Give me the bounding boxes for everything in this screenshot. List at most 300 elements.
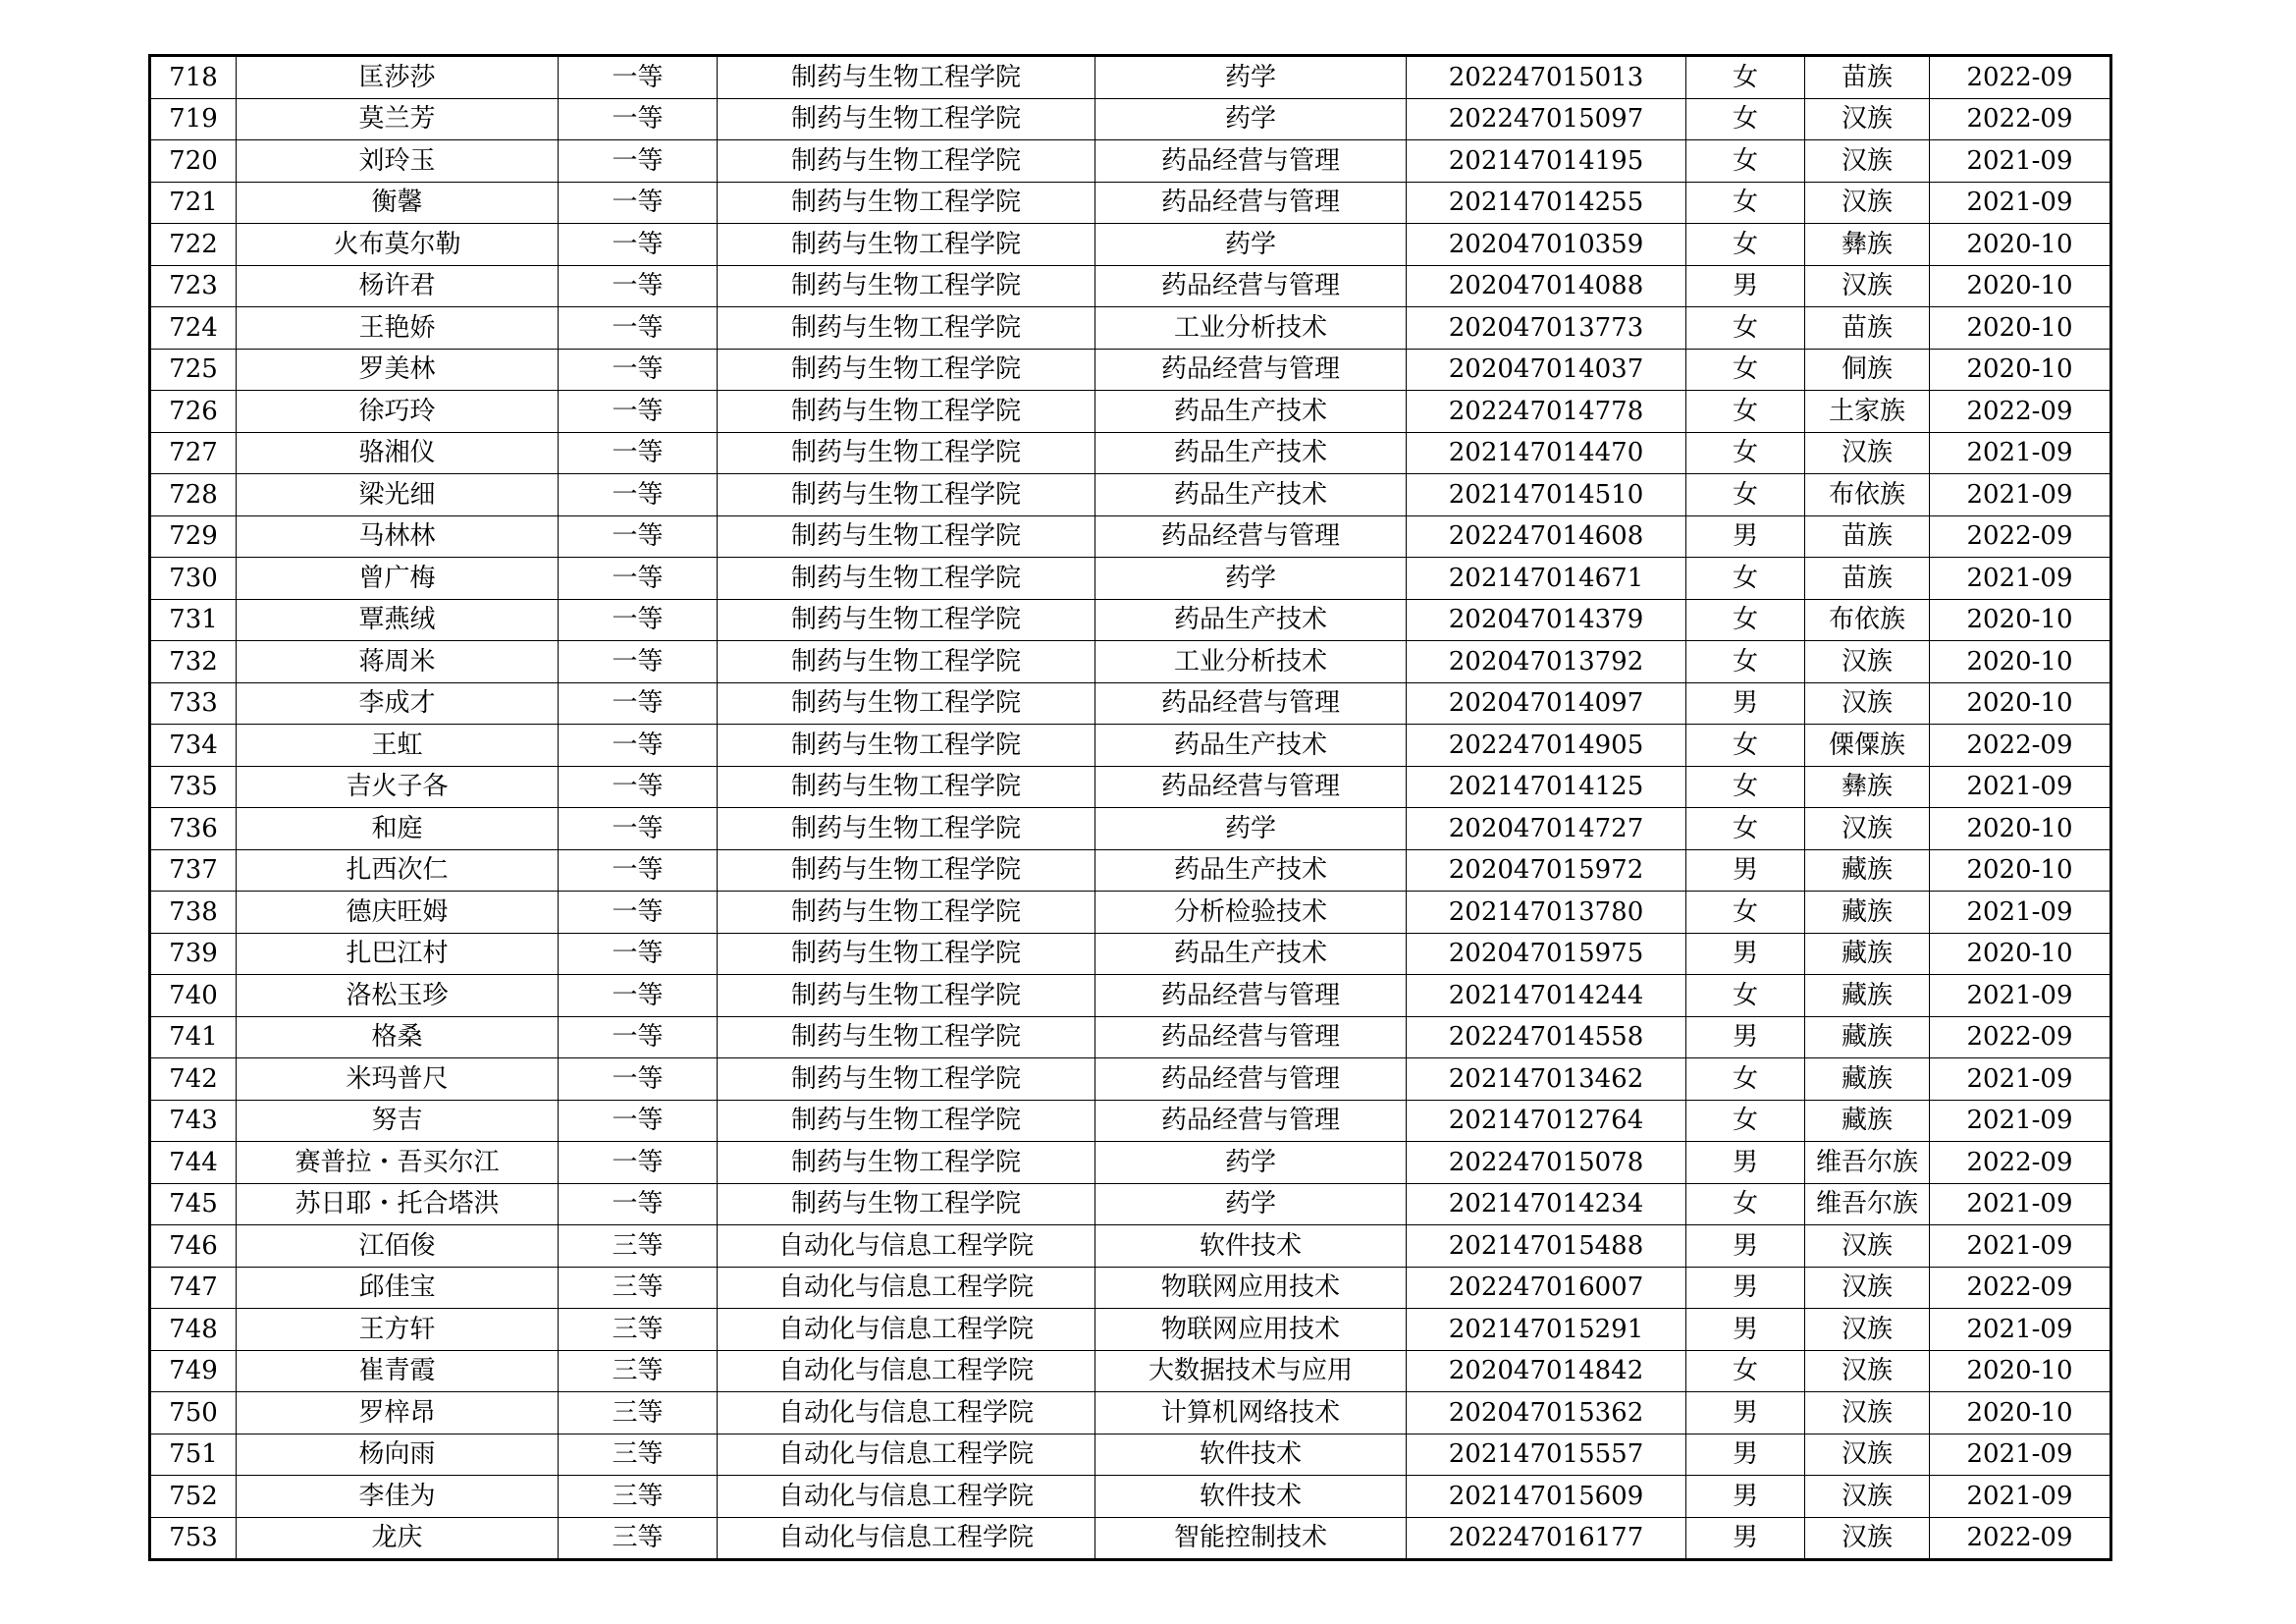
enrollment-date-cell: 2020-10 bbox=[1930, 1350, 2111, 1392]
gender-cell: 女 bbox=[1686, 892, 1805, 934]
student-id-cell: 202147014255 bbox=[1407, 182, 1686, 224]
table-row bbox=[150, 474, 2111, 516]
gender-cell: 女 bbox=[1686, 474, 1805, 516]
college-cell: 制药与生物工程学院 bbox=[718, 307, 1095, 350]
student-id-cell: 202247014558 bbox=[1407, 1016, 1686, 1058]
enrollment-date-cell: 2021-09 bbox=[1930, 558, 2111, 600]
gender-cell: 男 bbox=[1686, 1142, 1805, 1184]
table-row bbox=[150, 98, 2111, 140]
major-cell: 药学 bbox=[1095, 224, 1407, 266]
table-row bbox=[150, 725, 2111, 767]
table-row bbox=[150, 1016, 2111, 1058]
award-level-cell: 一等 bbox=[559, 224, 718, 266]
college-cell: 制药与生物工程学院 bbox=[718, 766, 1095, 808]
enrollment-date-cell: 2020-10 bbox=[1930, 599, 2111, 641]
student-id-cell: 202047014727 bbox=[1407, 808, 1686, 850]
college-cell: 制药与生物工程学院 bbox=[718, 1142, 1095, 1184]
gender-cell: 女 bbox=[1686, 1350, 1805, 1392]
gender-cell: 男 bbox=[1686, 1225, 1805, 1268]
ethnicity-cell: 维吾尔族 bbox=[1805, 1142, 1930, 1184]
student-id-cell: 202047015972 bbox=[1407, 849, 1686, 892]
student-id-cell: 202147015488 bbox=[1407, 1225, 1686, 1268]
award-level-cell: 一等 bbox=[559, 265, 718, 307]
table-row bbox=[150, 224, 2111, 266]
college-cell: 制药与生物工程学院 bbox=[718, 432, 1095, 474]
table-row bbox=[150, 1267, 2111, 1309]
row-number-cell: 719 bbox=[150, 98, 237, 140]
enrollment-date-cell: 2022-09 bbox=[1930, 98, 2111, 140]
table-row bbox=[150, 515, 2111, 558]
student-id-cell: 202047015975 bbox=[1407, 933, 1686, 975]
major-cell: 药品经营与管理 bbox=[1095, 265, 1407, 307]
major-cell: 药学 bbox=[1095, 808, 1407, 850]
college-cell: 制药与生物工程学院 bbox=[718, 808, 1095, 850]
enrollment-date-cell: 2020-10 bbox=[1930, 849, 2111, 892]
row-number-cell: 752 bbox=[150, 1476, 237, 1518]
enrollment-date-cell: 2022-09 bbox=[1930, 1142, 2111, 1184]
student-name-cell: 龙庆 bbox=[237, 1517, 559, 1560]
student-name-cell: 火布莫尔勒 bbox=[237, 224, 559, 266]
gender-cell: 女 bbox=[1686, 307, 1805, 350]
major-cell: 物联网应用技术 bbox=[1095, 1267, 1407, 1309]
student-id-cell: 202247014905 bbox=[1407, 725, 1686, 767]
college-cell: 自动化与信息工程学院 bbox=[718, 1476, 1095, 1518]
college-cell: 制药与生物工程学院 bbox=[718, 892, 1095, 934]
row-number-cell: 748 bbox=[150, 1309, 237, 1351]
student-name-cell: 苏日耶・托合塔洪 bbox=[237, 1183, 559, 1225]
major-cell: 药品经营与管理 bbox=[1095, 975, 1407, 1017]
gender-cell: 女 bbox=[1686, 725, 1805, 767]
student-id-cell: 202047014379 bbox=[1407, 599, 1686, 641]
table-row bbox=[150, 1058, 2111, 1101]
gender-cell: 女 bbox=[1686, 1100, 1805, 1142]
enrollment-date-cell: 2020-10 bbox=[1930, 641, 2111, 683]
gender-cell: 男 bbox=[1686, 265, 1805, 307]
ethnicity-cell: 汉族 bbox=[1805, 808, 1930, 850]
ethnicity-cell: 汉族 bbox=[1805, 1476, 1930, 1518]
enrollment-date-cell: 2021-09 bbox=[1930, 1309, 2111, 1351]
table-row bbox=[150, 1142, 2111, 1184]
college-cell: 自动化与信息工程学院 bbox=[718, 1517, 1095, 1560]
award-level-cell: 一等 bbox=[559, 182, 718, 224]
student-name-cell: 刘玲玉 bbox=[237, 140, 559, 183]
student-id-cell: 202247015078 bbox=[1407, 1142, 1686, 1184]
row-number-cell: 743 bbox=[150, 1100, 237, 1142]
college-cell: 制药与生物工程学院 bbox=[718, 515, 1095, 558]
row-number-cell: 722 bbox=[150, 224, 237, 266]
enrollment-date-cell: 2021-09 bbox=[1930, 1476, 2111, 1518]
student-name-cell: 德庆旺姆 bbox=[237, 892, 559, 934]
row-number-cell: 753 bbox=[150, 1517, 237, 1560]
award-level-cell: 一等 bbox=[559, 933, 718, 975]
college-cell: 制药与生物工程学院 bbox=[718, 98, 1095, 140]
student-id-cell: 202047014088 bbox=[1407, 265, 1686, 307]
student-id-cell: 202047014842 bbox=[1407, 1350, 1686, 1392]
gender-cell: 女 bbox=[1686, 558, 1805, 600]
ethnicity-cell: 苗族 bbox=[1805, 56, 1930, 99]
gender-cell: 女 bbox=[1686, 1058, 1805, 1101]
award-level-cell: 一等 bbox=[559, 1016, 718, 1058]
major-cell: 药品生产技术 bbox=[1095, 432, 1407, 474]
ethnicity-cell: 傈僳族 bbox=[1805, 725, 1930, 767]
student-id-cell: 202147013462 bbox=[1407, 1058, 1686, 1101]
college-cell: 自动化与信息工程学院 bbox=[718, 1309, 1095, 1351]
row-number-cell: 718 bbox=[150, 56, 237, 99]
award-level-cell: 一等 bbox=[559, 98, 718, 140]
ethnicity-cell: 藏族 bbox=[1805, 1058, 1930, 1101]
enrollment-date-cell: 2020-10 bbox=[1930, 682, 2111, 725]
award-level-cell: 一等 bbox=[559, 849, 718, 892]
student-id-cell: 202047014037 bbox=[1407, 349, 1686, 391]
row-number-cell: 742 bbox=[150, 1058, 237, 1101]
student-name-cell: 洛松玉珍 bbox=[237, 975, 559, 1017]
ethnicity-cell: 藏族 bbox=[1805, 892, 1930, 934]
award-level-cell: 一等 bbox=[559, 515, 718, 558]
student-name-cell: 骆湘仪 bbox=[237, 432, 559, 474]
college-cell: 制药与生物工程学院 bbox=[718, 558, 1095, 600]
row-number-cell: 721 bbox=[150, 182, 237, 224]
ethnicity-cell: 汉族 bbox=[1805, 1267, 1930, 1309]
enrollment-date-cell: 2021-09 bbox=[1930, 432, 2111, 474]
student-name-cell: 罗美林 bbox=[237, 349, 559, 391]
ethnicity-cell: 汉族 bbox=[1805, 182, 1930, 224]
row-number-cell: 731 bbox=[150, 599, 237, 641]
ethnicity-cell: 汉族 bbox=[1805, 140, 1930, 183]
ethnicity-cell: 汉族 bbox=[1805, 432, 1930, 474]
enrollment-date-cell: 2020-10 bbox=[1930, 1392, 2111, 1435]
enrollment-date-cell: 2022-09 bbox=[1930, 1016, 2111, 1058]
student-id-cell: 202047010359 bbox=[1407, 224, 1686, 266]
gender-cell: 男 bbox=[1686, 515, 1805, 558]
major-cell: 药品经营与管理 bbox=[1095, 682, 1407, 725]
student-id-cell: 202147013780 bbox=[1407, 892, 1686, 934]
college-cell: 制药与生物工程学院 bbox=[718, 641, 1095, 683]
major-cell: 药学 bbox=[1095, 56, 1407, 99]
award-level-cell: 一等 bbox=[559, 892, 718, 934]
ethnicity-cell: 藏族 bbox=[1805, 975, 1930, 1017]
table-row bbox=[150, 849, 2111, 892]
award-level-cell: 一等 bbox=[559, 307, 718, 350]
student-name-cell: 王虹 bbox=[237, 725, 559, 767]
student-id-cell: 202247014608 bbox=[1407, 515, 1686, 558]
enrollment-date-cell: 2021-09 bbox=[1930, 766, 2111, 808]
gender-cell: 女 bbox=[1686, 98, 1805, 140]
enrollment-date-cell: 2021-09 bbox=[1930, 474, 2111, 516]
major-cell: 药品经营与管理 bbox=[1095, 140, 1407, 183]
award-level-cell: 三等 bbox=[559, 1225, 718, 1268]
gender-cell: 女 bbox=[1686, 1183, 1805, 1225]
ethnicity-cell: 侗族 bbox=[1805, 349, 1930, 391]
row-number-cell: 720 bbox=[150, 140, 237, 183]
table-row bbox=[150, 1350, 2111, 1392]
student-name-cell: 扎西次仁 bbox=[237, 849, 559, 892]
college-cell: 自动化与信息工程学院 bbox=[718, 1225, 1095, 1268]
enrollment-date-cell: 2022-09 bbox=[1930, 1517, 2111, 1560]
enrollment-date-cell: 2022-09 bbox=[1930, 391, 2111, 433]
student-id-cell: 202247016177 bbox=[1407, 1517, 1686, 1560]
ethnicity-cell: 汉族 bbox=[1805, 1350, 1930, 1392]
college-cell: 制药与生物工程学院 bbox=[718, 849, 1095, 892]
row-number-cell: 745 bbox=[150, 1183, 237, 1225]
ethnicity-cell: 汉族 bbox=[1805, 98, 1930, 140]
student-id-cell: 202147014671 bbox=[1407, 558, 1686, 600]
enrollment-date-cell: 2020-10 bbox=[1930, 933, 2111, 975]
student-name-cell: 梁光细 bbox=[237, 474, 559, 516]
ethnicity-cell: 苗族 bbox=[1805, 307, 1930, 350]
award-level-cell: 三等 bbox=[559, 1309, 718, 1351]
college-cell: 制药与生物工程学院 bbox=[718, 224, 1095, 266]
ethnicity-cell: 布依族 bbox=[1805, 474, 1930, 516]
gender-cell: 男 bbox=[1686, 1392, 1805, 1435]
gender-cell: 男 bbox=[1686, 849, 1805, 892]
student-name-cell: 江佰俊 bbox=[237, 1225, 559, 1268]
student-id-cell: 202247015097 bbox=[1407, 98, 1686, 140]
award-level-cell: 一等 bbox=[559, 766, 718, 808]
award-level-cell: 三等 bbox=[559, 1350, 718, 1392]
student-id-cell: 202147014195 bbox=[1407, 140, 1686, 183]
award-level-cell: 一等 bbox=[559, 682, 718, 725]
enrollment-date-cell: 2020-10 bbox=[1930, 808, 2111, 850]
row-number-cell: 740 bbox=[150, 975, 237, 1017]
gender-cell: 女 bbox=[1686, 349, 1805, 391]
table-row bbox=[150, 1517, 2111, 1560]
award-level-cell: 三等 bbox=[559, 1476, 718, 1518]
major-cell: 药品经营与管理 bbox=[1095, 1016, 1407, 1058]
major-cell: 软件技术 bbox=[1095, 1476, 1407, 1518]
major-cell: 工业分析技术 bbox=[1095, 641, 1407, 683]
major-cell: 软件技术 bbox=[1095, 1434, 1407, 1476]
student-name-cell: 蒋周米 bbox=[237, 641, 559, 683]
gender-cell: 女 bbox=[1686, 56, 1805, 99]
row-number-cell: 732 bbox=[150, 641, 237, 683]
student-id-cell: 202147014244 bbox=[1407, 975, 1686, 1017]
enrollment-date-cell: 2022-09 bbox=[1930, 515, 2111, 558]
row-number-cell: 734 bbox=[150, 725, 237, 767]
major-cell: 智能控制技术 bbox=[1095, 1517, 1407, 1560]
row-number-cell: 726 bbox=[150, 391, 237, 433]
table-row bbox=[150, 1183, 2111, 1225]
student-name-cell: 罗梓昂 bbox=[237, 1392, 559, 1435]
enrollment-date-cell: 2020-10 bbox=[1930, 224, 2111, 266]
gender-cell: 女 bbox=[1686, 140, 1805, 183]
student-name-cell: 王艳娇 bbox=[237, 307, 559, 350]
ethnicity-cell: 彝族 bbox=[1805, 224, 1930, 266]
student-id-cell: 202147014125 bbox=[1407, 766, 1686, 808]
award-level-cell: 一等 bbox=[559, 808, 718, 850]
student-name-cell: 马林林 bbox=[237, 515, 559, 558]
row-number-cell: 724 bbox=[150, 307, 237, 350]
major-cell: 药品生产技术 bbox=[1095, 933, 1407, 975]
gender-cell: 男 bbox=[1686, 1016, 1805, 1058]
award-level-cell: 一等 bbox=[559, 1183, 718, 1225]
gender-cell: 女 bbox=[1686, 224, 1805, 266]
enrollment-date-cell: 2022-09 bbox=[1930, 1267, 2111, 1309]
college-cell: 制药与生物工程学院 bbox=[718, 1100, 1095, 1142]
award-level-cell: 一等 bbox=[559, 391, 718, 433]
major-cell: 药品生产技术 bbox=[1095, 474, 1407, 516]
student-id-cell: 202147014470 bbox=[1407, 432, 1686, 474]
student-id-cell: 202147014510 bbox=[1407, 474, 1686, 516]
award-level-cell: 一等 bbox=[559, 432, 718, 474]
scholarship-list-table bbox=[148, 54, 2112, 1561]
college-cell: 制药与生物工程学院 bbox=[718, 56, 1095, 99]
ethnicity-cell: 苗族 bbox=[1805, 515, 1930, 558]
row-number-cell: 735 bbox=[150, 766, 237, 808]
major-cell: 大数据技术与应用 bbox=[1095, 1350, 1407, 1392]
major-cell: 药学 bbox=[1095, 1183, 1407, 1225]
enrollment-date-cell: 2021-09 bbox=[1930, 1225, 2111, 1268]
award-level-cell: 一等 bbox=[559, 1058, 718, 1101]
ethnicity-cell: 维吾尔族 bbox=[1805, 1183, 1930, 1225]
student-name-cell: 吉火子各 bbox=[237, 766, 559, 808]
gender-cell: 女 bbox=[1686, 808, 1805, 850]
award-level-cell: 一等 bbox=[559, 975, 718, 1017]
enrollment-date-cell: 2021-09 bbox=[1930, 140, 2111, 183]
student-id-cell: 202047013773 bbox=[1407, 307, 1686, 350]
college-cell: 自动化与信息工程学院 bbox=[718, 1434, 1095, 1476]
enrollment-date-cell: 2021-09 bbox=[1930, 1183, 2111, 1225]
row-number-cell: 728 bbox=[150, 474, 237, 516]
student-name-cell: 米玛普尺 bbox=[237, 1058, 559, 1101]
gender-cell: 男 bbox=[1686, 1434, 1805, 1476]
ethnicity-cell: 汉族 bbox=[1805, 682, 1930, 725]
award-level-cell: 一等 bbox=[559, 725, 718, 767]
table-row bbox=[150, 808, 2111, 850]
award-level-cell: 一等 bbox=[559, 599, 718, 641]
table-row bbox=[150, 1225, 2111, 1268]
college-cell: 制药与生物工程学院 bbox=[718, 975, 1095, 1017]
college-cell: 制药与生物工程学院 bbox=[718, 1016, 1095, 1058]
student-name-cell: 和庭 bbox=[237, 808, 559, 850]
major-cell: 软件技术 bbox=[1095, 1225, 1407, 1268]
enrollment-date-cell: 2022-09 bbox=[1930, 725, 2111, 767]
ethnicity-cell: 彝族 bbox=[1805, 766, 1930, 808]
student-id-cell: 202147012764 bbox=[1407, 1100, 1686, 1142]
gender-cell: 女 bbox=[1686, 391, 1805, 433]
table-row bbox=[150, 933, 2111, 975]
row-number-cell: 738 bbox=[150, 892, 237, 934]
row-number-cell: 750 bbox=[150, 1392, 237, 1435]
row-number-cell: 741 bbox=[150, 1016, 237, 1058]
ethnicity-cell: 汉族 bbox=[1805, 1392, 1930, 1435]
table-row bbox=[150, 307, 2111, 350]
major-cell: 药品生产技术 bbox=[1095, 725, 1407, 767]
gender-cell: 女 bbox=[1686, 599, 1805, 641]
student-name-cell: 徐巧玲 bbox=[237, 391, 559, 433]
table-row bbox=[150, 56, 2111, 99]
student-name-cell: 格桑 bbox=[237, 1016, 559, 1058]
ethnicity-cell: 藏族 bbox=[1805, 1016, 1930, 1058]
ethnicity-cell: 藏族 bbox=[1805, 1100, 1930, 1142]
major-cell: 药学 bbox=[1095, 1142, 1407, 1184]
row-number-cell: 730 bbox=[150, 558, 237, 600]
student-name-cell: 杨许君 bbox=[237, 265, 559, 307]
row-number-cell: 737 bbox=[150, 849, 237, 892]
table-row bbox=[150, 682, 2111, 725]
table-row bbox=[150, 1434, 2111, 1476]
student-name-cell: 赛普拉・吾买尔江 bbox=[237, 1142, 559, 1184]
student-name-cell: 李成才 bbox=[237, 682, 559, 725]
ethnicity-cell: 苗族 bbox=[1805, 558, 1930, 600]
ethnicity-cell: 汉族 bbox=[1805, 641, 1930, 683]
table-row bbox=[150, 432, 2111, 474]
college-cell: 制药与生物工程学院 bbox=[718, 1183, 1095, 1225]
student-id-cell: 202147014234 bbox=[1407, 1183, 1686, 1225]
student-name-cell: 邱佳宝 bbox=[237, 1267, 559, 1309]
student-id-cell: 202247015013 bbox=[1407, 56, 1686, 99]
major-cell: 药品经营与管理 bbox=[1095, 182, 1407, 224]
gender-cell: 男 bbox=[1686, 1476, 1805, 1518]
student-name-cell: 衡馨 bbox=[237, 182, 559, 224]
ethnicity-cell: 汉族 bbox=[1805, 265, 1930, 307]
enrollment-date-cell: 2021-09 bbox=[1930, 1058, 2111, 1101]
ethnicity-cell: 汉族 bbox=[1805, 1225, 1930, 1268]
row-number-cell: 729 bbox=[150, 515, 237, 558]
gender-cell: 男 bbox=[1686, 1309, 1805, 1351]
award-level-cell: 三等 bbox=[559, 1267, 718, 1309]
student-name-cell: 覃燕绒 bbox=[237, 599, 559, 641]
college-cell: 制药与生物工程学院 bbox=[718, 725, 1095, 767]
college-cell: 制药与生物工程学院 bbox=[718, 1058, 1095, 1101]
gender-cell: 女 bbox=[1686, 766, 1805, 808]
major-cell: 药品生产技术 bbox=[1095, 391, 1407, 433]
table-row bbox=[150, 1100, 2111, 1142]
ethnicity-cell: 汉族 bbox=[1805, 1517, 1930, 1560]
major-cell: 药品经营与管理 bbox=[1095, 1100, 1407, 1142]
college-cell: 自动化与信息工程学院 bbox=[718, 1350, 1095, 1392]
award-level-cell: 一等 bbox=[559, 140, 718, 183]
student-id-cell: 202247016007 bbox=[1407, 1267, 1686, 1309]
gender-cell: 女 bbox=[1686, 182, 1805, 224]
college-cell: 自动化与信息工程学院 bbox=[718, 1392, 1095, 1435]
award-level-cell: 一等 bbox=[559, 1100, 718, 1142]
row-number-cell: 746 bbox=[150, 1225, 237, 1268]
table-row bbox=[150, 1476, 2111, 1518]
award-level-cell: 一等 bbox=[559, 641, 718, 683]
row-number-cell: 733 bbox=[150, 682, 237, 725]
gender-cell: 女 bbox=[1686, 432, 1805, 474]
major-cell: 分析检验技术 bbox=[1095, 892, 1407, 934]
table-row bbox=[150, 182, 2111, 224]
row-number-cell: 751 bbox=[150, 1434, 237, 1476]
award-level-cell: 一等 bbox=[559, 349, 718, 391]
row-number-cell: 749 bbox=[150, 1350, 237, 1392]
student-id-cell: 202147015557 bbox=[1407, 1434, 1686, 1476]
student-id-cell: 202047015362 bbox=[1407, 1392, 1686, 1435]
college-cell: 制药与生物工程学院 bbox=[718, 182, 1095, 224]
table-row bbox=[150, 975, 2111, 1017]
award-level-cell: 一等 bbox=[559, 1142, 718, 1184]
award-level-cell: 一等 bbox=[559, 56, 718, 99]
college-cell: 制药与生物工程学院 bbox=[718, 265, 1095, 307]
enrollment-date-cell: 2021-09 bbox=[1930, 975, 2111, 1017]
student-name-cell: 李佳为 bbox=[237, 1476, 559, 1518]
student-name-cell: 扎巴江村 bbox=[237, 933, 559, 975]
major-cell: 药学 bbox=[1095, 558, 1407, 600]
student-name-cell: 努吉 bbox=[237, 1100, 559, 1142]
student-id-cell: 202147015609 bbox=[1407, 1476, 1686, 1518]
major-cell: 工业分析技术 bbox=[1095, 307, 1407, 350]
college-cell: 制药与生物工程学院 bbox=[718, 140, 1095, 183]
row-number-cell: 727 bbox=[150, 432, 237, 474]
row-number-cell: 747 bbox=[150, 1267, 237, 1309]
row-number-cell: 723 bbox=[150, 265, 237, 307]
table-row bbox=[150, 892, 2111, 934]
gender-cell: 男 bbox=[1686, 1517, 1805, 1560]
student-name-cell: 曾广梅 bbox=[237, 558, 559, 600]
major-cell: 药品经营与管理 bbox=[1095, 766, 1407, 808]
college-cell: 制药与生物工程学院 bbox=[718, 599, 1095, 641]
